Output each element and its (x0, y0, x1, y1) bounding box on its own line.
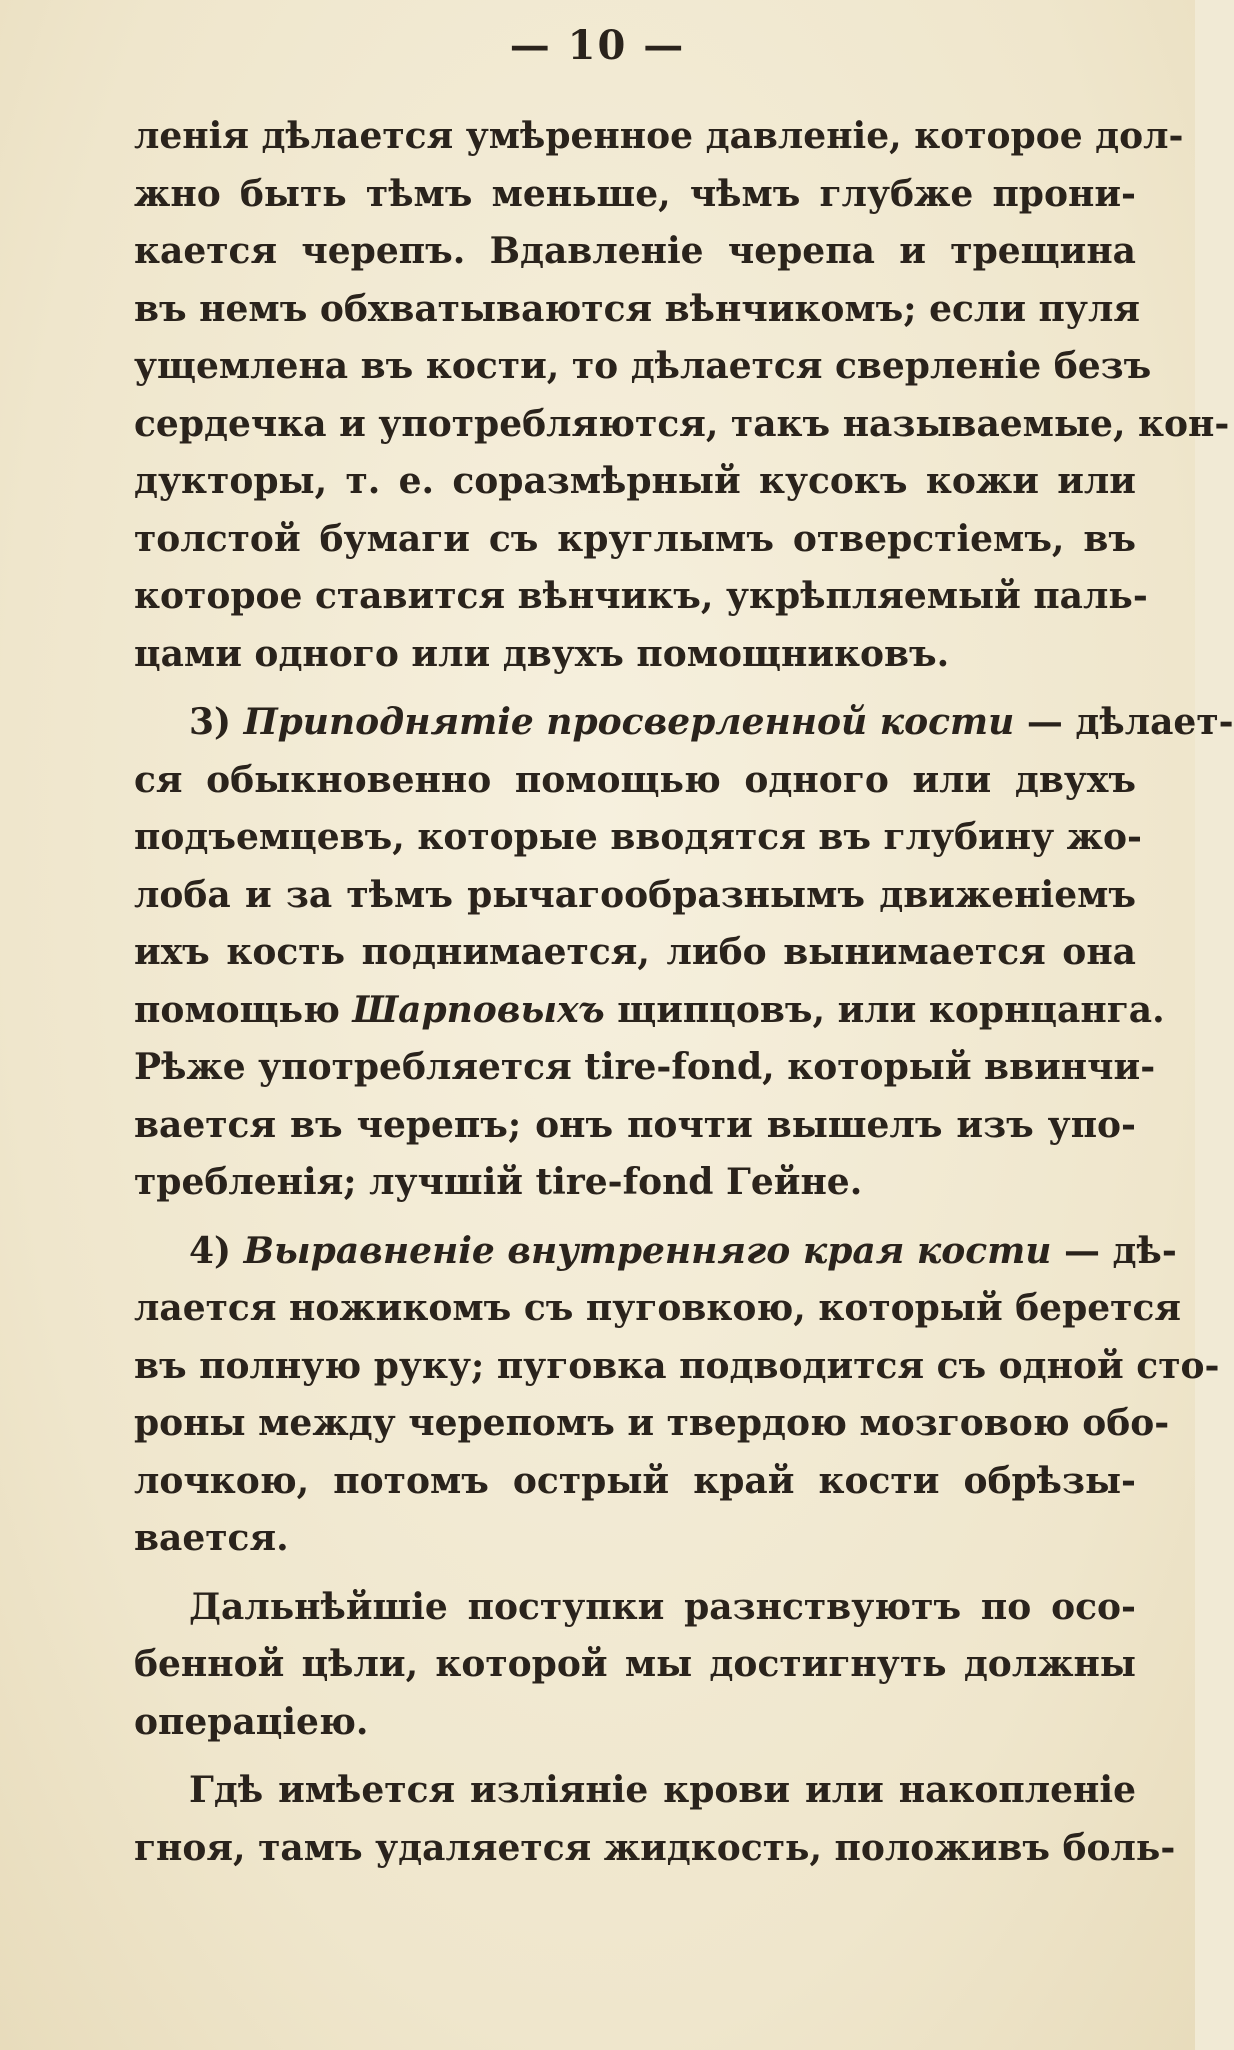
text-segment: дукторы, т. е. соразмѣрный кусокъ кожи или (134, 460, 1136, 502)
text-segment: роны между черепомъ и твердою мозговою обо- (134, 1402, 1170, 1444)
text-line (134, 1395, 1170, 1453)
text-segment: которое ставится вѣнчикъ, укрѣпляемый паль- (134, 575, 1148, 617)
text-line (134, 1154, 1136, 1212)
text-segment: ленія дѣлается умѣренное давленіе, которое дол- (134, 115, 1184, 157)
text-segment: кается черепъ. Вдавленіе черепа и трещина (134, 230, 1136, 272)
text-line (134, 1280, 1181, 1338)
text-line (134, 924, 1136, 982)
text-segment: лается ножикомъ съ пуговкою, который берется (134, 1287, 1181, 1329)
text-segment: — дѣ- (1051, 1229, 1177, 1272)
text-line (134, 1097, 1136, 1155)
text-segment: щипцовъ, или корнцанга. (604, 988, 1165, 1031)
text-segment: помощью (134, 988, 353, 1031)
body-text (134, 108, 1234, 1877)
text-line (134, 338, 1152, 396)
text-line (134, 982, 1165, 1040)
text-line (134, 752, 1136, 810)
text-segment: толстой бумаги съ круглымъ отверстіемъ, въ (134, 517, 1136, 560)
text-segment: гноя, тамъ удаляется жидкость, положивъ боль- (134, 1826, 1176, 1869)
text-line (134, 166, 1136, 224)
text-line (134, 1579, 1136, 1637)
text-line (134, 108, 1184, 166)
text-segment: сердечка и употребляются, такъ называемые, кон- (134, 402, 1230, 445)
text-line (134, 1694, 1136, 1752)
text-segment: 3) (189, 701, 244, 743)
text-segment: вается въ черепъ; онъ почти вышелъ изъ упо- (134, 1103, 1136, 1146)
text-line (134, 511, 1136, 569)
text-line (134, 1820, 1176, 1878)
text-line (134, 1223, 1177, 1281)
text-line (134, 1039, 1156, 1097)
text-line (134, 1762, 1136, 1820)
italic-term: Шарповыхъ (352, 988, 605, 1031)
text-line (134, 453, 1136, 511)
text-segment: Рѣже употребляется tire-fond, который ввинчи- (134, 1046, 1156, 1088)
text-segment: 4) (189, 1229, 244, 1272)
text-segment: Дальнѣйшіе поступки разнствуютъ по осо- (189, 1585, 1136, 1628)
text-line (134, 568, 1148, 626)
text-line (134, 223, 1136, 281)
text-segment: ущемлена въ кости, то дѣлается сверленіе безъ (134, 345, 1152, 387)
text-line (134, 809, 1142, 867)
text-segment: жно быть тѣмъ меньше, чѣмъ глубже прони- (134, 172, 1136, 215)
text-segment: лоба и за тѣмъ рычагообразнымъ движеніемъ (134, 873, 1136, 916)
text-segment: — дѣлает- (1014, 701, 1234, 743)
text-line (134, 694, 1234, 752)
text-segment: ихъ кость поднимается, либо вынимается она (134, 931, 1136, 973)
paragraph-gap (134, 1568, 1136, 1579)
text-segment: вается. (134, 1517, 289, 1559)
text-segment: цами одного или двухъ помощниковъ. (134, 632, 950, 675)
paragraph-gap (134, 1212, 1136, 1223)
text-line (134, 1338, 1220, 1396)
italic-term: Приподнятіе просверленной кости (243, 701, 1015, 743)
text-segment: бенной цѣли, которой мы достигнуть должны (134, 1643, 1136, 1685)
paragraph-gap (134, 1751, 1136, 1762)
text-line (134, 396, 1230, 454)
text-line (134, 626, 1136, 684)
text-segment: требленія; лучшій tire-fond Гейне. (134, 1161, 863, 1203)
paragraph-gap (134, 683, 1136, 694)
text-segment: лочкою, потомъ острый край кости обрѣзы- (134, 1459, 1136, 1502)
text-line (134, 867, 1136, 925)
text-segment: ся обыкновенно помощью одного или двухъ (134, 758, 1136, 801)
text-line (134, 1453, 1136, 1511)
text-segment: въ полную руку; пуговка подводится съ одной сто- (134, 1344, 1220, 1387)
italic-term: Выравненіе внутренняго края кости (243, 1229, 1052, 1272)
text-line (134, 281, 1140, 339)
page-number: — 10 — (509, 22, 686, 69)
text-line (134, 1636, 1136, 1694)
text-line (134, 1510, 1136, 1568)
text-segment: подъемцевъ, которые вводятся въ глубину жо- (134, 816, 1142, 858)
text-segment: Гдѣ имѣется изліяніе крови или накопленіе (189, 1769, 1136, 1811)
text-segment: операціею. (134, 1700, 369, 1743)
text-segment: въ немъ обхватываются вѣнчикомъ; если пуля (134, 287, 1140, 330)
